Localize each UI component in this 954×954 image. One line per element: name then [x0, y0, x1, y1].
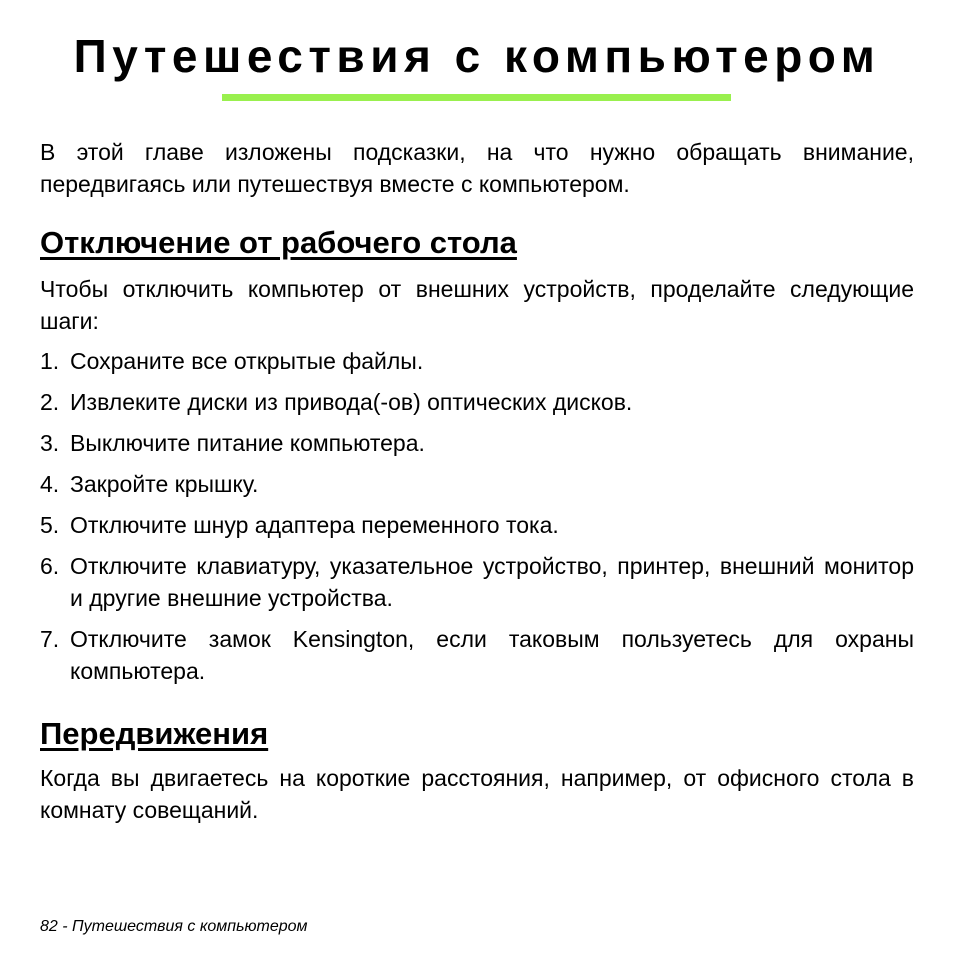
- section-disconnect: [40, 223, 914, 263]
- list-item: [40, 386, 914, 418]
- list-item: [40, 468, 914, 500]
- list-item: [40, 509, 914, 541]
- intro-paragraph: В этой главе изложены подсказки, на что нужно обращать внимание, передвигаясь или путешествуя вместе с компьютером.: [40, 139, 914, 197]
- list-item: [40, 623, 914, 687]
- step-text: Извлеките диски из привода(-ов) оптических дисков.: [70, 389, 633, 415]
- step-text: Отключите клавиатуру, указательное устройство, принтер, внешний монитор и другие внешние устройства.: [70, 553, 914, 611]
- page-footer: 82 - Путешествия с компьютером: [40, 918, 308, 935]
- section-heading-disconnect: Отключение от рабочего стола: [40, 225, 517, 260]
- step-text: Сохраните все открытые файлы.: [70, 348, 424, 374]
- step-number: 1.: [40, 348, 60, 374]
- step-text: Закройте крышку.: [70, 471, 259, 497]
- steps-list: [40, 345, 914, 687]
- step-number: 4.: [40, 471, 60, 497]
- page-title: Путешествия с компьютером: [73, 30, 881, 82]
- step-number: 6.: [40, 553, 60, 579]
- step-text: Отключите замок Kensington, если таковым пользуетесь для охраны компьютера.: [70, 626, 914, 684]
- section-heading-travel: Передвижения: [40, 716, 269, 751]
- step-number: 2.: [40, 389, 60, 415]
- step-number: 7.: [40, 626, 60, 652]
- step-number: 5.: [40, 512, 60, 538]
- step-number: 3.: [40, 430, 60, 456]
- step-text: Выключите питание компьютера.: [70, 430, 425, 456]
- title-underline-bar: [222, 94, 731, 101]
- page-content: [40, 136, 914, 826]
- section-travel: [40, 714, 914, 754]
- list-item: [40, 550, 914, 614]
- section-travel-paragraph: Когда вы двигаетесь на короткие расстояния, например, от офисного стола в комнату совещаний.: [40, 765, 914, 823]
- section-disconnect-intro: Чтобы отключить компьютер от внешних устройств, проделайте следующие шаги:: [40, 276, 914, 334]
- list-item: [40, 345, 914, 377]
- list-item: [40, 427, 914, 459]
- step-text: Отключите шнур адаптера переменного тока.: [70, 512, 559, 538]
